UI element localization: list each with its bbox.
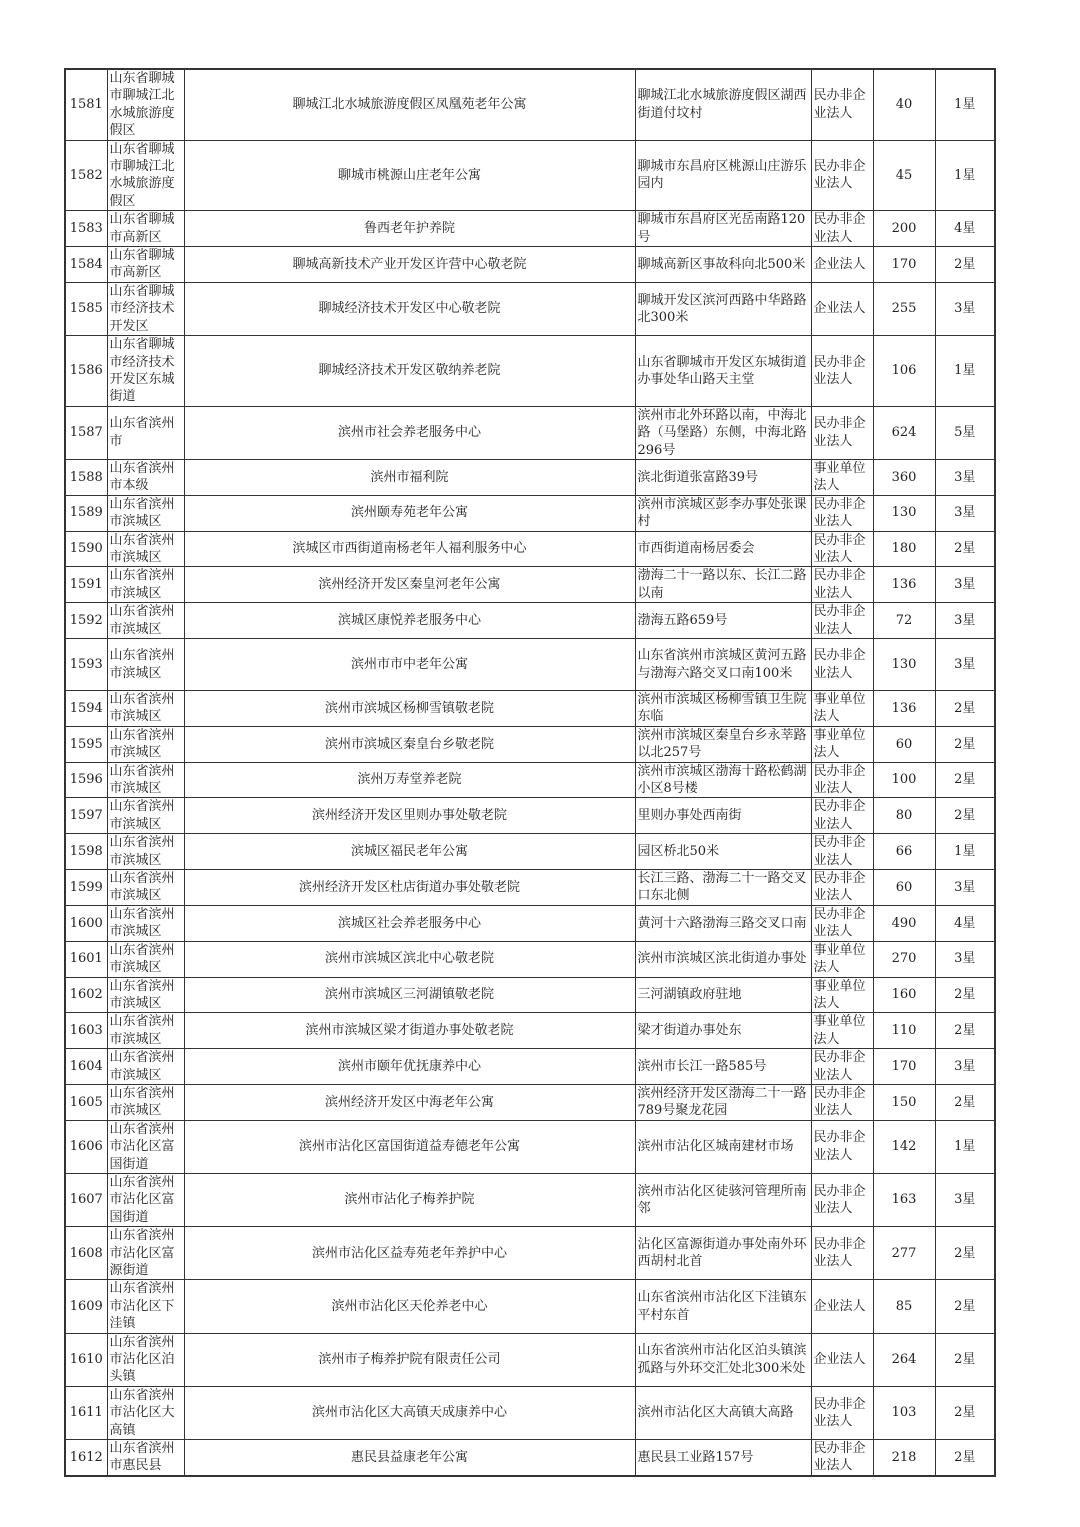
region-cell: 山东省滨州市沾化区大高镇 [107, 1386, 184, 1439]
star-rating-cell: 2星 [935, 1440, 995, 1476]
region-cell: 山东省滨州市沾化区富国街道 [107, 1173, 184, 1226]
institution-name-cell: 滨州颐寿苑老年公寓 [184, 495, 635, 531]
star-rating-cell: 2星 [935, 1227, 995, 1280]
bed-count-cell: 277 [873, 1227, 935, 1280]
star-rating-cell: 1星 [935, 1120, 995, 1173]
bed-count-cell: 180 [873, 531, 935, 567]
star-rating-cell: 1星 [935, 140, 995, 211]
star-rating-cell: 3星 [935, 1049, 995, 1085]
row-number-cell: 1591 [65, 567, 107, 603]
institution-name-cell: 滨州经济开发区里则办事处敬老院 [184, 798, 635, 834]
address-cell: 滨州市滨城区彭李办事处张课村 [635, 495, 811, 531]
table-row [65, 1120, 995, 1173]
star-rating-cell: 3星 [935, 1173, 995, 1226]
address-cell: 山东省聊城市开发区东城街道办事处华山路天主堂 [635, 336, 811, 407]
table-row [65, 834, 995, 870]
legal-type-cell: 民办非企业法人 [811, 798, 873, 834]
region-cell: 山东省滨州市滨城区 [107, 639, 184, 691]
region-cell: 山东省滨州市滨城区 [107, 798, 184, 834]
bed-count-cell: 130 [873, 639, 935, 691]
star-rating-cell: 3星 [935, 870, 995, 906]
institution-name-cell: 滨州市滨城区三河湖镇敬老院 [184, 977, 635, 1013]
address-cell: 园区桥北50米 [635, 834, 811, 870]
address-cell: 里则办事处西南街 [635, 798, 811, 834]
table-row [65, 1386, 995, 1439]
star-rating-cell: 4星 [935, 211, 995, 247]
table-row [65, 1013, 995, 1049]
address-cell: 滨州市滨城区滨北街道办事处 [635, 941, 811, 977]
row-number-cell: 1611 [65, 1386, 107, 1439]
region-cell: 山东省滨州市滨城区 [107, 726, 184, 762]
region-cell: 山东省聊城市经济技术开发区东城街道 [107, 336, 184, 407]
table-row [65, 140, 995, 211]
legal-type-cell: 民办非企业法人 [811, 531, 873, 567]
row-number-cell: 1584 [65, 247, 107, 283]
star-rating-cell: 2星 [935, 762, 995, 798]
address-cell: 滨州市滨城区杨柳雪镇卫生院东临 [635, 691, 811, 727]
region-cell: 山东省滨州市滨城区 [107, 1084, 184, 1120]
table-row [65, 69, 995, 140]
row-number-cell: 1604 [65, 1049, 107, 1085]
row-number-cell: 1599 [65, 870, 107, 906]
legal-type-cell: 民办非企业法人 [811, 1084, 873, 1120]
star-rating-cell: 2星 [935, 726, 995, 762]
row-number-cell: 1612 [65, 1440, 107, 1476]
row-number-cell: 1593 [65, 639, 107, 691]
bed-count-cell: 45 [873, 140, 935, 211]
region-cell: 山东省滨州市滨城区 [107, 977, 184, 1013]
address-cell: 滨州经济开发区渤海二十一路789号聚龙花园 [635, 1084, 811, 1120]
row-number-cell: 1603 [65, 1013, 107, 1049]
bed-count-cell: 40 [873, 69, 935, 140]
address-cell: 滨州市北外环路以南，中海北路（马堡路）东侧，中海北路296号 [635, 406, 811, 459]
institution-name-cell: 滨州市沾化区大高镇天成康养中心 [184, 1386, 635, 1439]
institution-name-cell: 滨州市子梅养护院有限责任公司 [184, 1333, 635, 1386]
address-cell: 聊城市东昌府区光岳南路120号 [635, 211, 811, 247]
bed-count-cell: 624 [873, 406, 935, 459]
row-number-cell: 1586 [65, 336, 107, 407]
bed-count-cell: 150 [873, 1084, 935, 1120]
bed-count-cell: 80 [873, 798, 935, 834]
row-number-cell: 1596 [65, 762, 107, 798]
institution-name-cell: 滨州市沾化区益寿苑老年养护中心 [184, 1227, 635, 1280]
legal-type-cell: 事业单位法人 [811, 941, 873, 977]
table-row [65, 247, 995, 283]
bed-count-cell: 136 [873, 567, 935, 603]
institution-name-cell: 滨州市市中老年公寓 [184, 639, 635, 691]
institution-name-cell: 滨州市社会养老服务中心 [184, 406, 635, 459]
legal-type-cell: 民办非企业法人 [811, 639, 873, 691]
address-cell: 滨州市长江一路585号 [635, 1049, 811, 1085]
row-number-cell: 1592 [65, 603, 107, 639]
address-cell: 滨州市沾化区大高镇大高路 [635, 1386, 811, 1439]
bed-count-cell: 170 [873, 1049, 935, 1085]
institution-name-cell: 滨州经济开发区杜店街道办事处敬老院 [184, 870, 635, 906]
table-row [65, 762, 995, 798]
bed-count-cell: 103 [873, 1386, 935, 1439]
institution-name-cell: 滨城区社会养老服务中心 [184, 905, 635, 941]
star-rating-cell: 2星 [935, 691, 995, 727]
star-rating-cell: 3星 [935, 603, 995, 639]
address-cell: 渤海二十一路以东、长江二路以南 [635, 567, 811, 603]
legal-type-cell: 民办非企业法人 [811, 1173, 873, 1226]
table-row [65, 603, 995, 639]
bed-count-cell: 106 [873, 336, 935, 407]
star-rating-cell: 1星 [935, 69, 995, 140]
institution-name-cell: 滨州经济开发区秦皇河老年公寓 [184, 567, 635, 603]
region-cell: 山东省滨州市滨城区 [107, 603, 184, 639]
institution-name-cell: 聊城经济技术开发区敬纳养老院 [184, 336, 635, 407]
star-rating-cell: 3星 [935, 567, 995, 603]
legal-type-cell: 民办非企业法人 [811, 870, 873, 906]
legal-type-cell: 民办非企业法人 [811, 495, 873, 531]
table-row [65, 459, 995, 495]
legal-type-cell: 民办非企业法人 [811, 1386, 873, 1439]
table-row [65, 336, 995, 407]
star-rating-cell: 5星 [935, 406, 995, 459]
row-number-cell: 1581 [65, 69, 107, 140]
institution-name-cell: 滨州市颐年优抚康养中心 [184, 1049, 635, 1085]
legal-type-cell: 企业法人 [811, 282, 873, 335]
star-rating-cell: 2星 [935, 247, 995, 283]
address-cell: 长江三路、渤海二十一路交叉口东北侧 [635, 870, 811, 906]
region-cell: 山东省聊城市经济技术开发区 [107, 282, 184, 335]
table-row [65, 691, 995, 727]
table-row [65, 905, 995, 941]
legal-type-cell: 民办非企业法人 [811, 567, 873, 603]
institution-table [64, 68, 996, 1477]
bed-count-cell: 170 [873, 247, 935, 283]
table-row [65, 870, 995, 906]
address-cell: 梁才街道办事处东 [635, 1013, 811, 1049]
institution-name-cell: 滨州市沾化子梅养护院 [184, 1173, 635, 1226]
legal-type-cell: 企业法人 [811, 1333, 873, 1386]
address-cell: 滨州市滨城区渤海十路松鹤湖小区8号楼 [635, 762, 811, 798]
institution-name-cell: 滨州市沾化区天伦养老中心 [184, 1280, 635, 1333]
table-row [65, 211, 995, 247]
star-rating-cell: 2星 [935, 1386, 995, 1439]
institution-name-cell: 滨州万寿堂养老院 [184, 762, 635, 798]
legal-type-cell: 企业法人 [811, 1280, 873, 1333]
bed-count-cell: 136 [873, 691, 935, 727]
bed-count-cell: 270 [873, 941, 935, 977]
star-rating-cell: 3星 [935, 495, 995, 531]
address-cell: 黄河十六路渤海三路交叉口南 [635, 905, 811, 941]
institution-name-cell: 惠民县益康老年公寓 [184, 1440, 635, 1476]
legal-type-cell: 民办非企业法人 [811, 834, 873, 870]
region-cell: 山东省滨州市本级 [107, 459, 184, 495]
institution-name-cell: 滨城区市西街道南杨老年人福利服务中心 [184, 531, 635, 567]
legal-type-cell: 民办非企业法人 [811, 140, 873, 211]
address-cell: 市西街道南杨居委会 [635, 531, 811, 567]
bed-count-cell: 142 [873, 1120, 935, 1173]
row-number-cell: 1608 [65, 1227, 107, 1280]
institution-name-cell: 聊城市桃源山庄老年公寓 [184, 140, 635, 211]
address-cell: 三河湖镇政府驻地 [635, 977, 811, 1013]
address-cell: 渤海五路659号 [635, 603, 811, 639]
legal-type-cell: 民办非企业法人 [811, 211, 873, 247]
legal-type-cell: 民办非企业法人 [811, 336, 873, 407]
institution-name-cell: 滨州市滨城区秦皇台乡敬老院 [184, 726, 635, 762]
row-number-cell: 1609 [65, 1280, 107, 1333]
region-cell: 山东省滨州市滨城区 [107, 1013, 184, 1049]
address-cell: 山东省滨州市沾化区泊头镇滨孤路与外环交汇处北300米处 [635, 1333, 811, 1386]
region-cell: 山东省聊城市高新区 [107, 247, 184, 283]
table-row [65, 726, 995, 762]
table-row [65, 567, 995, 603]
bed-count-cell: 255 [873, 282, 935, 335]
address-cell: 沾化区富源街道办事处南外环西胡村北首 [635, 1227, 811, 1280]
address-cell: 山东省滨州市沾化区下洼镇东平村东首 [635, 1280, 811, 1333]
institution-name-cell: 滨州市滨城区梁才街道办事处敬老院 [184, 1013, 635, 1049]
region-cell: 山东省滨州市滨城区 [107, 691, 184, 727]
table-row [65, 406, 995, 459]
region-cell: 山东省滨州市滨城区 [107, 905, 184, 941]
address-cell: 惠民县工业路157号 [635, 1440, 811, 1476]
bed-count-cell: 72 [873, 603, 935, 639]
legal-type-cell: 事业单位法人 [811, 726, 873, 762]
row-number-cell: 1588 [65, 459, 107, 495]
bed-count-cell: 360 [873, 459, 935, 495]
address-cell: 聊城开发区滨河西路中华路路北300米 [635, 282, 811, 335]
table-row [65, 1049, 995, 1085]
row-number-cell: 1598 [65, 834, 107, 870]
region-cell: 山东省滨州市滨城区 [107, 495, 184, 531]
table-row [65, 1227, 995, 1280]
row-number-cell: 1583 [65, 211, 107, 247]
region-cell: 山东省滨州市滨城区 [107, 870, 184, 906]
table-row [65, 639, 995, 691]
row-number-cell: 1585 [65, 282, 107, 335]
region-cell: 山东省滨州市 [107, 406, 184, 459]
region-cell: 山东省滨州市滨城区 [107, 834, 184, 870]
star-rating-cell: 3星 [935, 639, 995, 691]
star-rating-cell: 2星 [935, 977, 995, 1013]
table-row [65, 495, 995, 531]
bed-count-cell: 110 [873, 1013, 935, 1049]
legal-type-cell: 民办非企业法人 [811, 762, 873, 798]
row-number-cell: 1597 [65, 798, 107, 834]
institution-name-cell: 滨州市福利院 [184, 459, 635, 495]
bed-count-cell: 490 [873, 905, 935, 941]
star-rating-cell: 3星 [935, 459, 995, 495]
region-cell: 山东省聊城市聊城江北水城旅游度假区 [107, 69, 184, 140]
institution-name-cell: 滨城区康悦养老服务中心 [184, 603, 635, 639]
region-cell: 山东省聊城市高新区 [107, 211, 184, 247]
bed-count-cell: 85 [873, 1280, 935, 1333]
institution-name-cell: 滨州市沾化区富国街道益寿德老年公寓 [184, 1120, 635, 1173]
legal-type-cell: 民办非企业法人 [811, 1120, 873, 1173]
legal-type-cell: 事业单位法人 [811, 459, 873, 495]
row-number-cell: 1587 [65, 406, 107, 459]
star-rating-cell: 2星 [935, 1084, 995, 1120]
legal-type-cell: 民办非企业法人 [811, 69, 873, 140]
bed-count-cell: 218 [873, 1440, 935, 1476]
address-cell: 滨州市滨城区秦皇台乡永莘路以北257号 [635, 726, 811, 762]
row-number-cell: 1595 [65, 726, 107, 762]
bed-count-cell: 66 [873, 834, 935, 870]
row-number-cell: 1606 [65, 1120, 107, 1173]
region-cell: 山东省聊城市聊城江北水城旅游度假区 [107, 140, 184, 211]
legal-type-cell: 事业单位法人 [811, 977, 873, 1013]
region-cell: 山东省滨州市滨城区 [107, 762, 184, 798]
address-cell: 滨州市沾化区城南建材市场 [635, 1120, 811, 1173]
region-cell: 山东省滨州市滨城区 [107, 1049, 184, 1085]
legal-type-cell: 民办非企业法人 [811, 1227, 873, 1280]
row-number-cell: 1600 [65, 905, 107, 941]
region-cell: 山东省滨州市滨城区 [107, 567, 184, 603]
address-cell: 聊城高新区事故科向北500米 [635, 247, 811, 283]
row-number-cell: 1601 [65, 941, 107, 977]
bed-count-cell: 100 [873, 762, 935, 798]
table-row [65, 1280, 995, 1333]
legal-type-cell: 民办非企业法人 [811, 1049, 873, 1085]
row-number-cell: 1589 [65, 495, 107, 531]
legal-type-cell: 事业单位法人 [811, 691, 873, 727]
table-row [65, 1084, 995, 1120]
star-rating-cell: 1星 [935, 336, 995, 407]
bed-count-cell: 163 [873, 1173, 935, 1226]
institution-name-cell: 鲁西老年护养院 [184, 211, 635, 247]
address-cell: 聊城江北水城旅游度假区湖西街道付坟村 [635, 69, 811, 140]
row-number-cell: 1607 [65, 1173, 107, 1226]
bed-count-cell: 264 [873, 1333, 935, 1386]
row-number-cell: 1610 [65, 1333, 107, 1386]
star-rating-cell: 2星 [935, 1013, 995, 1049]
bed-count-cell: 60 [873, 870, 935, 906]
table-body [65, 69, 995, 1476]
row-number-cell: 1590 [65, 531, 107, 567]
star-rating-cell: 4星 [935, 905, 995, 941]
address-cell: 滨北街道张富路39号 [635, 459, 811, 495]
region-cell: 山东省滨州市惠民县 [107, 1440, 184, 1476]
table-row [65, 941, 995, 977]
star-rating-cell: 2星 [935, 531, 995, 567]
star-rating-cell: 2星 [935, 1333, 995, 1386]
institution-name-cell: 聊城高新技术产业开发区许营中心敬老院 [184, 247, 635, 283]
table-row [65, 1173, 995, 1226]
institution-name-cell: 聊城经济技术开发区中心敬老院 [184, 282, 635, 335]
row-number-cell: 1594 [65, 691, 107, 727]
legal-type-cell: 民办非企业法人 [811, 1440, 873, 1476]
table-row [65, 282, 995, 335]
legal-type-cell: 事业单位法人 [811, 1013, 873, 1049]
address-cell: 聊城市东昌府区桃源山庄游乐园内 [635, 140, 811, 211]
institution-name-cell: 聊城江北水城旅游度假区凤凰苑老年公寓 [184, 69, 635, 140]
table-row [65, 1333, 995, 1386]
legal-type-cell: 民办非企业法人 [811, 406, 873, 459]
row-number-cell: 1602 [65, 977, 107, 1013]
star-rating-cell: 1星 [935, 834, 995, 870]
bed-count-cell: 200 [873, 211, 935, 247]
legal-type-cell: 企业法人 [811, 247, 873, 283]
region-cell: 山东省滨州市沾化区泊头镇 [107, 1333, 184, 1386]
star-rating-cell: 3星 [935, 282, 995, 335]
region-cell: 山东省滨州市沾化区下洼镇 [107, 1280, 184, 1333]
row-number-cell: 1582 [65, 140, 107, 211]
star-rating-cell: 3星 [935, 941, 995, 977]
region-cell: 山东省滨州市沾化区富源街道 [107, 1227, 184, 1280]
table-row [65, 798, 995, 834]
bed-count-cell: 60 [873, 726, 935, 762]
address-cell: 滨州市沾化区徒骇河管理所南邻 [635, 1173, 811, 1226]
star-rating-cell: 2星 [935, 1280, 995, 1333]
bed-count-cell: 130 [873, 495, 935, 531]
institution-name-cell: 滨州市滨城区杨柳雪镇敬老院 [184, 691, 635, 727]
table-row [65, 1440, 995, 1476]
institution-name-cell: 滨州市滨城区滨北中心敬老院 [184, 941, 635, 977]
legal-type-cell: 民办非企业法人 [811, 603, 873, 639]
table-row [65, 977, 995, 1013]
region-cell: 山东省滨州市沾化区富国街道 [107, 1120, 184, 1173]
institution-name-cell: 滨州经济开发区中海老年公寓 [184, 1084, 635, 1120]
legal-type-cell: 民办非企业法人 [811, 905, 873, 941]
region-cell: 山东省滨州市滨城区 [107, 531, 184, 567]
region-cell: 山东省滨州市滨城区 [107, 941, 184, 977]
institution-name-cell: 滨城区福民老年公寓 [184, 834, 635, 870]
bed-count-cell: 160 [873, 977, 935, 1013]
address-cell: 山东省滨州市滨城区黄河五路与渤海六路交叉口南100米 [635, 639, 811, 691]
star-rating-cell: 2星 [935, 798, 995, 834]
row-number-cell: 1605 [65, 1084, 107, 1120]
table-row [65, 531, 995, 567]
